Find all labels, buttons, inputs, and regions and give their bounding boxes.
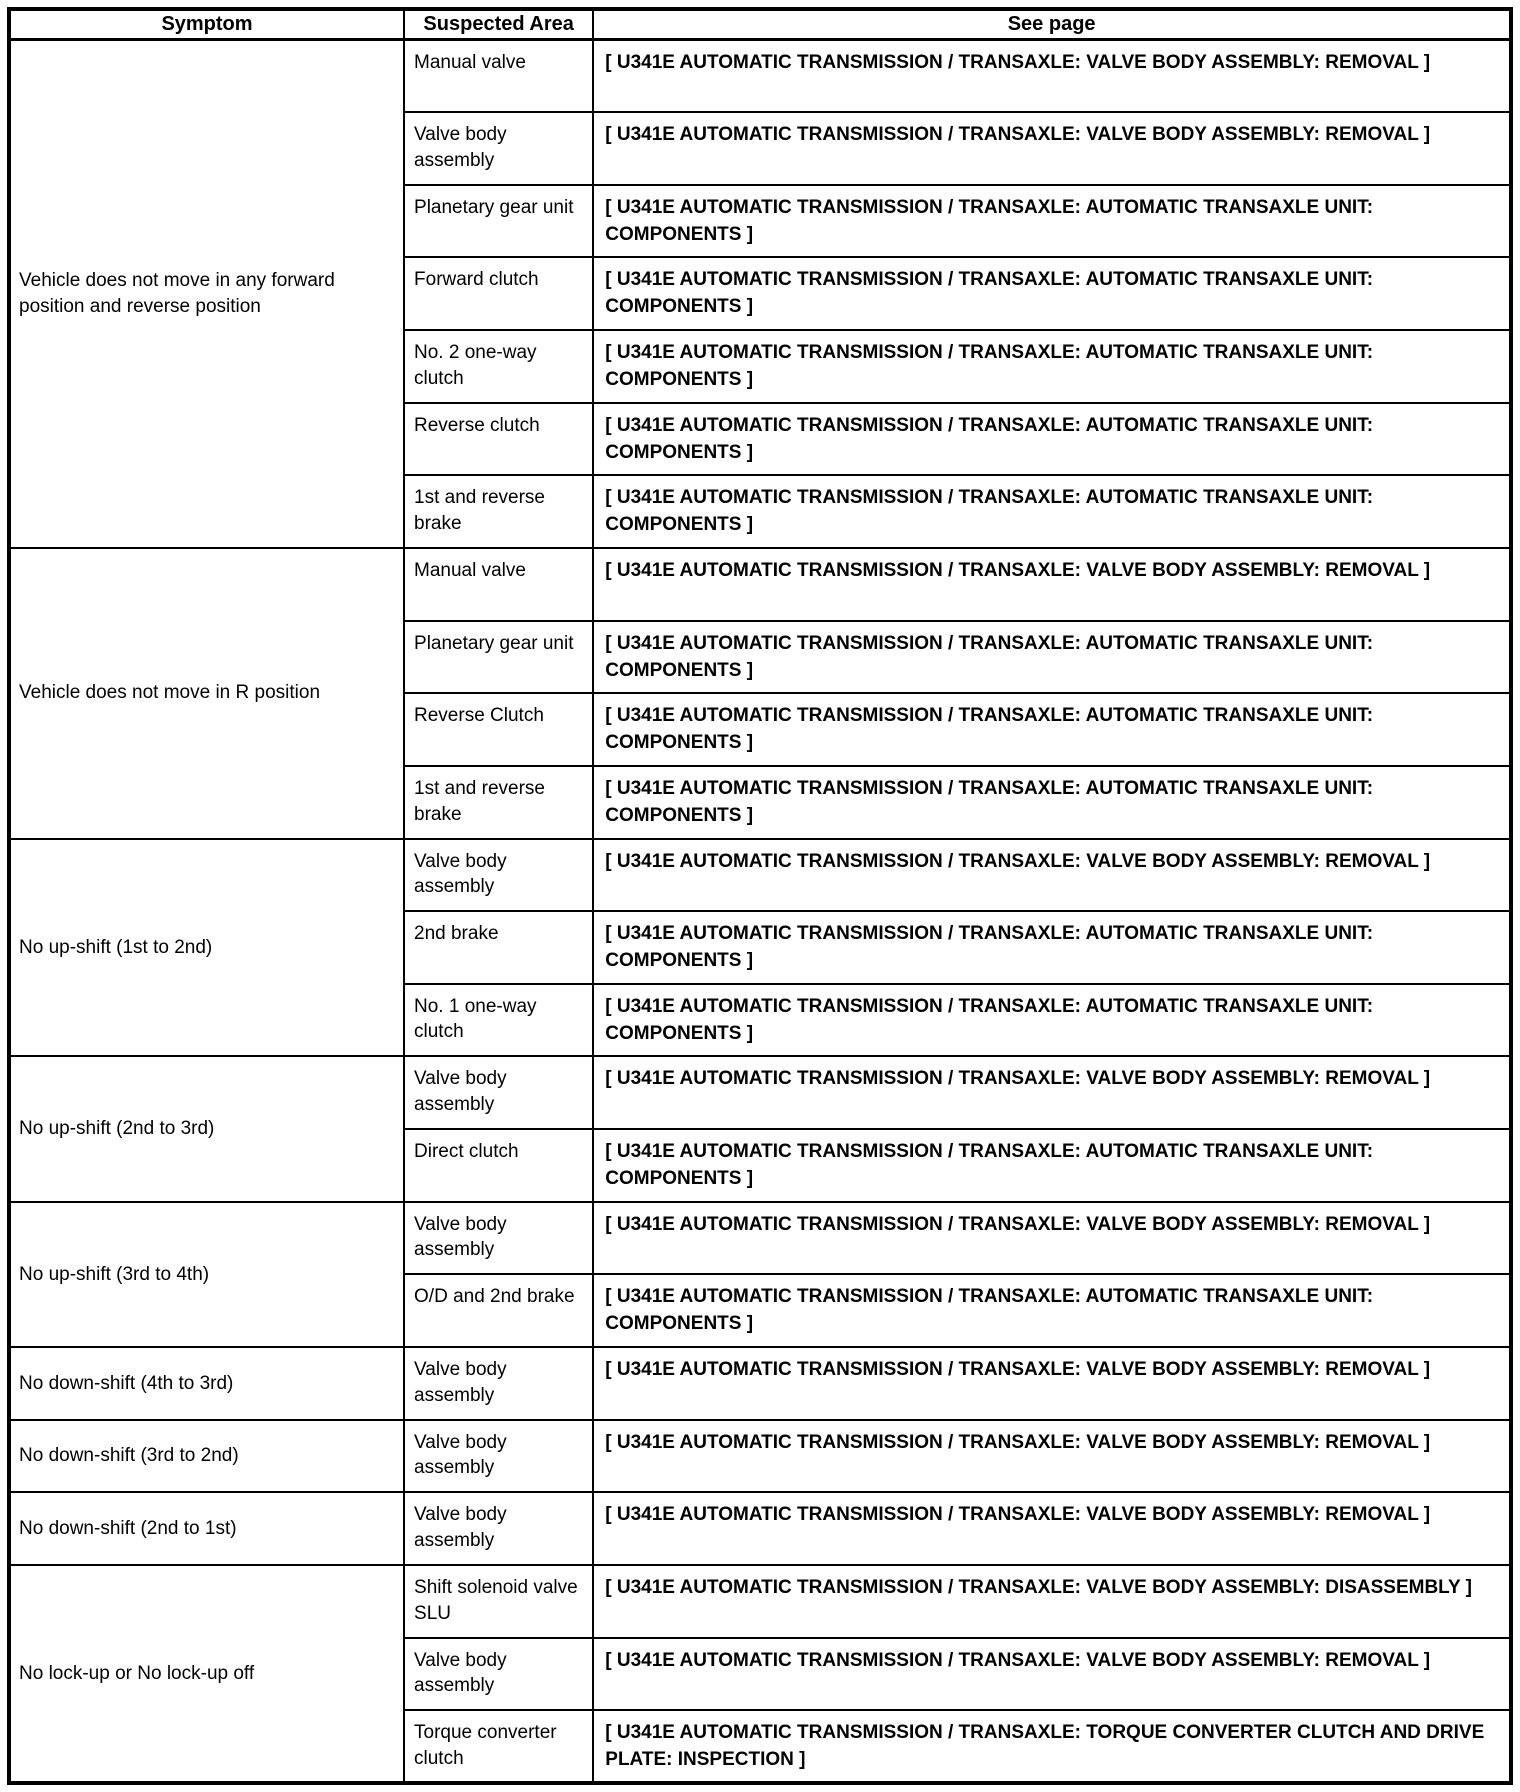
suspected-area-cell: Manual valve <box>404 40 593 113</box>
suspected-area-cell: Valve body assembly <box>404 1638 593 1711</box>
see-page-link[interactable]: [ U341E AUTOMATIC TRANSMISSION / TRANSAXLE: AUTOMATIC TRANSAXLE UNIT: COMPONENTS ] <box>593 766 1511 839</box>
suspected-area-cell: Valve body assembly <box>404 1202 593 1275</box>
table-row <box>9 1202 1511 1275</box>
suspected-area-cell: No. 1 one-way clutch <box>404 984 593 1057</box>
table-row <box>9 40 1511 113</box>
suspected-area-cell: Valve body assembly <box>404 839 593 912</box>
see-page-link[interactable]: [ U341E AUTOMATIC TRANSMISSION / TRANSAXLE: TORQUE CONVERTER CLUTCH AND DRIVE PLATE: INSPECTION ] <box>593 1710 1511 1783</box>
suspected-area-cell: 2nd brake <box>404 911 593 984</box>
symptom-cell: No down-shift (2nd to 1st) <box>9 1492 404 1565</box>
symptom-cell: No down-shift (4th to 3rd) <box>9 1347 404 1420</box>
column-header-see-page: See page <box>593 9 1511 40</box>
symptom-cell: No down-shift (3rd to 2nd) <box>9 1420 404 1493</box>
see-page-link[interactable]: [ U341E AUTOMATIC TRANSMISSION / TRANSAXLE: VALVE BODY ASSEMBLY: REMOVAL ] <box>593 1420 1511 1493</box>
suspected-area-cell: Valve body assembly <box>404 1347 593 1420</box>
suspected-area-cell: Shift solenoid valve SLU <box>404 1565 593 1638</box>
suspected-area-cell: Manual valve <box>404 548 593 621</box>
see-page-link[interactable]: [ U341E AUTOMATIC TRANSMISSION / TRANSAXLE: VALVE BODY ASSEMBLY: REMOVAL ] <box>593 112 1511 185</box>
see-page-link[interactable]: [ U341E AUTOMATIC TRANSMISSION / TRANSAXLE: VALVE BODY ASSEMBLY: REMOVAL ] <box>593 548 1511 621</box>
symptom-cell: Vehicle does not move in any forward position and reverse position <box>9 40 404 548</box>
see-page-link[interactable]: [ U341E AUTOMATIC TRANSMISSION / TRANSAXLE: AUTOMATIC TRANSAXLE UNIT: COMPONENTS ] <box>593 403 1511 476</box>
symptom-cell: No lock-up or No lock-up off <box>9 1565 404 1783</box>
table-row <box>9 1347 1511 1420</box>
suspected-area-cell: Reverse clutch <box>404 403 593 476</box>
suspected-area-cell: O/D and 2nd brake <box>404 1274 593 1347</box>
table-row <box>9 1492 1511 1565</box>
see-page-link[interactable]: [ U341E AUTOMATIC TRANSMISSION / TRANSAXLE: AUTOMATIC TRANSAXLE UNIT: COMPONENTS ] <box>593 330 1511 403</box>
suspected-area-cell: 1st and reverse brake <box>404 475 593 548</box>
see-page-link[interactable]: [ U341E AUTOMATIC TRANSMISSION / TRANSAXLE: VALVE BODY ASSEMBLY: REMOVAL ] <box>593 40 1511 113</box>
see-page-link[interactable]: [ U341E AUTOMATIC TRANSMISSION / TRANSAXLE: AUTOMATIC TRANSAXLE UNIT: COMPONENTS ] <box>593 1129 1511 1202</box>
see-page-link[interactable]: [ U341E AUTOMATIC TRANSMISSION / TRANSAXLE: VALVE BODY ASSEMBLY: REMOVAL ] <box>593 1347 1511 1420</box>
see-page-link[interactable]: [ U341E AUTOMATIC TRANSMISSION / TRANSAXLE: VALVE BODY ASSEMBLY: REMOVAL ] <box>593 1638 1511 1711</box>
column-header-suspected-area: Suspected Area <box>404 9 593 40</box>
see-page-link[interactable]: [ U341E AUTOMATIC TRANSMISSION / TRANSAXLE: AUTOMATIC TRANSAXLE UNIT: COMPONENTS ] <box>593 1274 1511 1347</box>
see-page-link[interactable]: [ U341E AUTOMATIC TRANSMISSION / TRANSAXLE: AUTOMATIC TRANSAXLE UNIT: COMPONENTS ] <box>593 911 1511 984</box>
see-page-link[interactable]: [ U341E AUTOMATIC TRANSMISSION / TRANSAXLE: AUTOMATIC TRANSAXLE UNIT: COMPONENTS ] <box>593 185 1511 258</box>
see-page-link[interactable]: [ U341E AUTOMATIC TRANSMISSION / TRANSAXLE: AUTOMATIC TRANSAXLE UNIT: COMPONENTS ] <box>593 621 1511 694</box>
table-row <box>9 1565 1511 1638</box>
symptom-cell: No up-shift (3rd to 4th) <box>9 1202 404 1347</box>
table-row <box>9 1056 1511 1129</box>
suspected-area-cell: Planetary gear unit <box>404 185 593 258</box>
symptom-cell: No up-shift (1st to 2nd) <box>9 839 404 1057</box>
table-row <box>9 548 1511 621</box>
suspected-area-cell: Torque converter clutch <box>404 1710 593 1783</box>
see-page-link[interactable]: [ U341E AUTOMATIC TRANSMISSION / TRANSAXLE: VALVE BODY ASSEMBLY: REMOVAL ] <box>593 1492 1511 1565</box>
suspected-area-cell: Planetary gear unit <box>404 621 593 694</box>
see-page-link[interactable]: [ U341E AUTOMATIC TRANSMISSION / TRANSAXLE: AUTOMATIC TRANSAXLE UNIT: COMPONENTS ] <box>593 693 1511 766</box>
table-header-row <box>9 9 1511 40</box>
suspected-area-cell: Forward clutch <box>404 257 593 330</box>
see-page-link[interactable]: [ U341E AUTOMATIC TRANSMISSION / TRANSAXLE: VALVE BODY ASSEMBLY: REMOVAL ] <box>593 1056 1511 1129</box>
see-page-link[interactable]: [ U341E AUTOMATIC TRANSMISSION / TRANSAXLE: AUTOMATIC TRANSAXLE UNIT: COMPONENTS ] <box>593 475 1511 548</box>
suspected-area-cell: Valve body assembly <box>404 1420 593 1493</box>
symptom-cell: No up-shift (2nd to 3rd) <box>9 1056 404 1201</box>
suspected-area-cell: Valve body assembly <box>404 112 593 185</box>
column-header-symptom: Symptom <box>9 9 404 40</box>
suspected-area-cell: Direct clutch <box>404 1129 593 1202</box>
symptom-cell: Vehicle does not move in R position <box>9 548 404 839</box>
table-row <box>9 1420 1511 1493</box>
see-page-link[interactable]: [ U341E AUTOMATIC TRANSMISSION / TRANSAXLE: AUTOMATIC TRANSAXLE UNIT: COMPONENTS ] <box>593 984 1511 1057</box>
see-page-link[interactable]: [ U341E AUTOMATIC TRANSMISSION / TRANSAXLE: VALVE BODY ASSEMBLY: DISASSEMBLY ] <box>593 1565 1511 1638</box>
see-page-link[interactable]: [ U341E AUTOMATIC TRANSMISSION / TRANSAXLE: VALVE BODY ASSEMBLY: REMOVAL ] <box>593 1202 1511 1275</box>
see-page-link[interactable]: [ U341E AUTOMATIC TRANSMISSION / TRANSAXLE: VALVE BODY ASSEMBLY: REMOVAL ] <box>593 839 1511 912</box>
suspected-area-cell: Valve body assembly <box>404 1056 593 1129</box>
symptom-table <box>7 7 1513 1785</box>
suspected-area-cell: No. 2 one-way clutch <box>404 330 593 403</box>
suspected-area-cell: Reverse Clutch <box>404 693 593 766</box>
table-row <box>9 839 1511 912</box>
see-page-link[interactable]: [ U341E AUTOMATIC TRANSMISSION / TRANSAXLE: AUTOMATIC TRANSAXLE UNIT: COMPONENTS ] <box>593 257 1511 330</box>
suspected-area-cell: Valve body assembly <box>404 1492 593 1565</box>
suspected-area-cell: 1st and reverse brake <box>404 766 593 839</box>
